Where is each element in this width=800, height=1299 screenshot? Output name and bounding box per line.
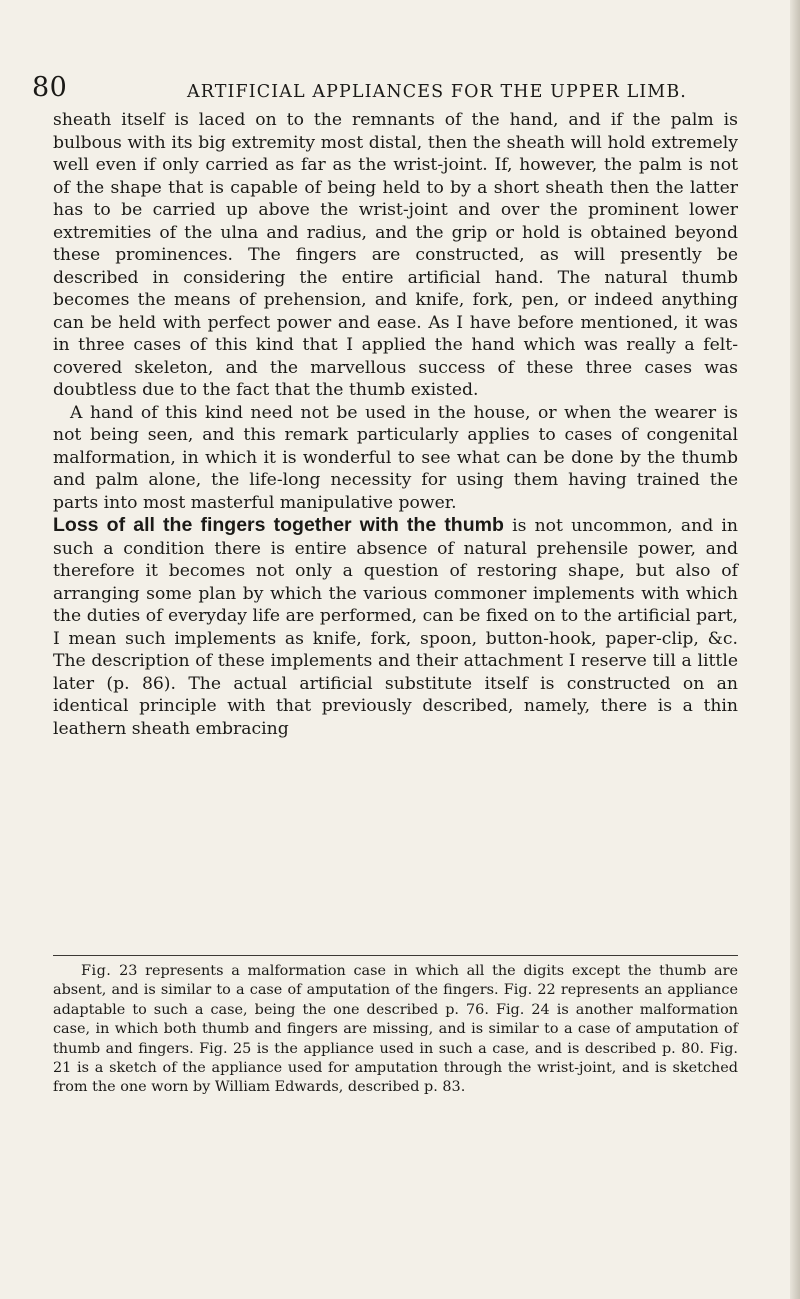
paragraph-1: sheath itself is laced on to the remnants of the hand, and if the palm is bulbous with its big extremity most distal, then the sheath will hold extremely well even if only carried as far as the wrist-joint. If, however, the palm is not of the shape that is capable of being held to by a short sheath then the latter has to be carried up above the wrist-joint and over the prominent lower extremities of the ulna and radius, and the grip or hold is obtained beyond these prominences. The fingers are constructed, as will presently be described in considering the entire artificial hand. The natural thumb becomes the means of prehension, and knife, fork, pen, or indeed anything can be held with perfect power and ease. As I have before mentioned, it was in three cases of this kind that I applied the hand which was really a felt-covered skeleton, and the marvellous success of these three cases was doubtless due to the fact that the thumb existed.: [53, 110, 738, 400]
running-head: ARTIFICIAL APPLIANCES FOR THE UPPER LIMB.: [187, 82, 687, 102]
paragraph-3-rest: is not uncommon, and in such a condition there is entire absence of natural prehensile power, and therefore it becomes not only a question of restoring shape, but also of arranging some plan by which the various commoner implements with which the duties of everyday life are performed, can be fixed on to the artificial part, I mean such implements as knife, fork, spoon, button-hook, paper-clip, &c. The description of these implements and their attachment I reserve till a little later (p. 86). The actual artificial substitute itself is constructed on an identical principle with that previously described, namely, there is a thin leathern sheath embracing: [53, 516, 738, 739]
page-number: 80: [32, 72, 68, 103]
paragraph-2: A hand of this kind need not be used in the house, or when the wearer is not being seen, and this remark particularly applies to cases of congenital malformation, in which it is wonderful to see what can be done by the thumb and palm alone, the life-long necessity for using them having trained the parts into most masterful manipulative power.: [53, 402, 738, 513]
footnote-text: 23 represents a malformation case in which all the digits except the thumb are absent, and is similar to a case of amputation of the fingers. Fig. 22 represents an appliance adaptable to such a case, being the one described p. 76. Fig. 24 is another malformation case, in which both thumb and fingers are missing, and is similar to a case of amputation of thumb and fingers. Fig. 25 is the appliance used in such a case, and is described p. 80. Fig. 21 is a sketch of the appliance used for amputation through the wrist-joint, and is sketched from the one worn by William Edwards, described p. 83.: [53, 963, 738, 1096]
body-text: [53, 109, 738, 740]
paragraph-3: [53, 514, 738, 740]
footnote-rule: [53, 955, 738, 956]
page-edge-shadow: [790, 0, 800, 1299]
footnote-fig-label: Fig.: [81, 963, 112, 979]
footnote: [53, 962, 738, 1098]
paragraph-3-lead: Loss of all the fingers together with the thumb: [53, 514, 504, 536]
page-header: [32, 72, 752, 112]
